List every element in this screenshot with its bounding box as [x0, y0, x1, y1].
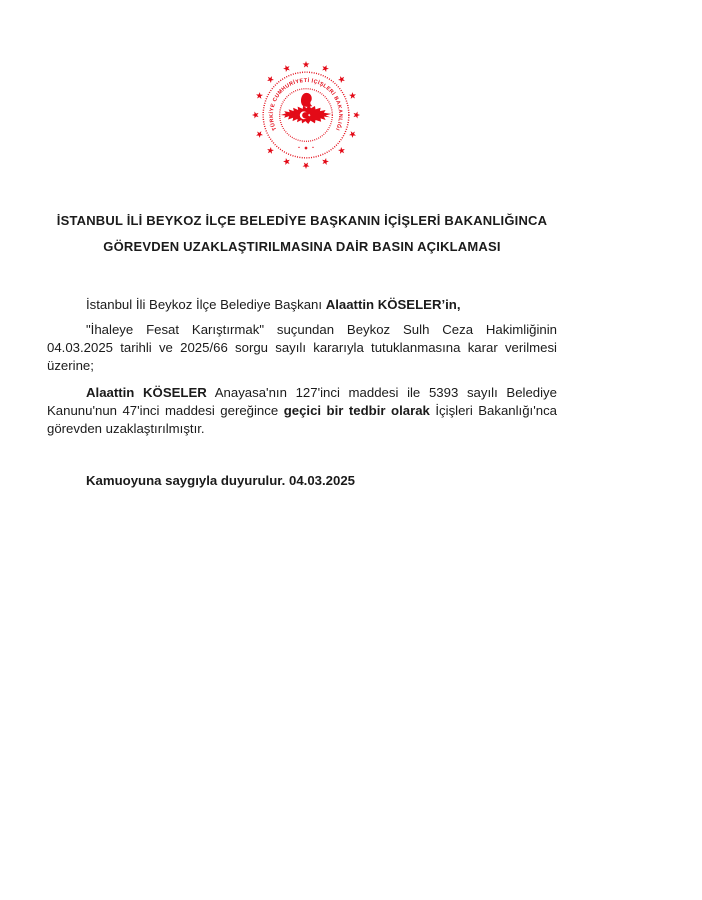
paragraph-text: "İhaleye Fesat Karıştırmak" suçundan Beykoz Sulh Ceza Hakimliğinin 04.03.2025 tarihli ve 2025/66 sorgu sayılı kararıyla tutuklanmasına karar verilmesi üzerine; — [47, 322, 557, 373]
seal-bottom-ornament — [298, 146, 313, 149]
ministry-seal-logo — [47, 0, 557, 176]
paragraph-text: Anayasa'nın 127'inci maddesi ile 5393 sayılı Belediye Kanunu'nun 47'inci maddesi gereğince — [47, 385, 557, 418]
paragraph-bold-measure: geçici bir tedbir olarak — [283, 403, 430, 418]
seal-ring-text: TÜRKİYE CUMHURİYETİ İÇİŞLERİ BAKANLIĞI — [268, 77, 344, 132]
closing-line: Kamuoyuna saygıyla duyurulur. 04.03.2025 — [86, 473, 355, 488]
paragraph-text: İçişleri Bakanlığı'nca görevden uzaklaştırılmıştır. — [47, 403, 557, 436]
paragraph-arrest-decision — [47, 321, 557, 375]
document-title — [47, 208, 557, 260]
paragraph-mayor-intro — [47, 296, 557, 314]
ministry-seal-icon — [250, 59, 362, 171]
paragraph-text: İstanbul İli Beykoz İlçe Belediye Başkanı — [86, 297, 326, 312]
title-line-2: GÖREVDEN UZAKLAŞTIRILMASINA DAİR BASIN AÇIKLAMASI — [103, 239, 501, 254]
title-line-1: İSTANBUL İLİ BEYKOZ İLÇE BELEDİYE BAŞKANIN İÇİŞLERİ BAKANLIĞINCA — [56, 213, 548, 228]
seal-ataturk-silhouette — [301, 93, 312, 107]
paragraph-suspension — [47, 384, 557, 438]
paragraph-bold-name: Alaattin KÖSELER — [86, 385, 207, 400]
paragraph-bold-name: Alaattin KÖSELER’in, — [325, 297, 461, 312]
